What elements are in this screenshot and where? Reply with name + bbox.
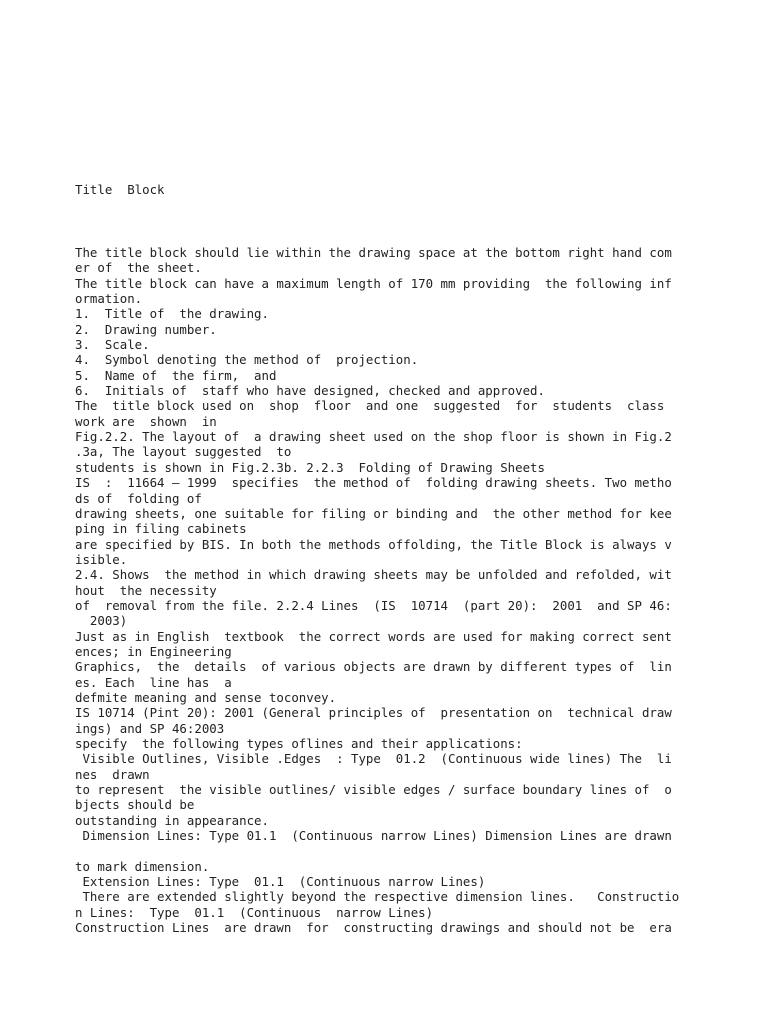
text-line: The title block can have a maximum length of 170 mm providing the following inf bbox=[75, 275, 672, 291]
text-line: are specified by BIS. In both the methods offolding, the Title Block is always v bbox=[75, 536, 672, 552]
text-line: ormation. bbox=[75, 291, 143, 307]
text-line: to represent the visible outlines/ visible edges / surface boundary lines of o bbox=[75, 782, 672, 798]
text-line: drawing sheets, one suitable for filing or binding and the other method for kee bbox=[75, 505, 672, 521]
text-line: There are extended slightly beyond the respective dimension lines. Constructio bbox=[75, 889, 680, 905]
text-line: of removal from the file. 2.2.4 Lines (IS 10714 (part 20): 2001 and SP 46: bbox=[75, 597, 672, 613]
body-text bbox=[75, 245, 760, 935]
text-line: 6. Initials of staff who have designed, checked and approved. bbox=[75, 383, 545, 399]
text-line bbox=[75, 843, 760, 858]
text-line: The title block used on shop floor and one suggested for students class bbox=[75, 398, 665, 414]
text-line: Visible Outlines, Visible .Edges : Type 01.2 (Continuous wide lines) The li bbox=[75, 751, 672, 767]
text-line: Just as in English textbook the correct words are used for making correct sent bbox=[75, 628, 672, 644]
text-line: to mark dimension. bbox=[75, 858, 210, 874]
text-line: ings) and SP 46:2003 bbox=[75, 720, 225, 736]
text-line: Fig.2.2. The layout of a drawing sheet used on the shop floor is shown in Fig.2 bbox=[75, 429, 672, 445]
text-line: IS : 11664 – 1999 specifies the method of folding drawing sheets. Two metho bbox=[75, 475, 672, 491]
text-line: 5. Name of the firm, and bbox=[75, 367, 277, 383]
text-line: 2.4. Shows the method in which drawing sheets may be unfolded and refolded, wit bbox=[75, 567, 672, 583]
section-title: Title Block bbox=[75, 182, 165, 197]
text-line: bjects should be bbox=[75, 797, 195, 813]
text-line: ences; in Engineering bbox=[75, 643, 232, 659]
text-line: ds of folding of bbox=[75, 490, 202, 506]
text-line: defmite meaning and sense toconvey. bbox=[75, 689, 337, 705]
text-line: isible. bbox=[75, 551, 128, 567]
text-line: 3. Scale. bbox=[75, 337, 150, 353]
text-line: es. Each line has a bbox=[75, 674, 232, 690]
text-line: students is shown in Fig.2.3b. 2.2.3 Folding of Drawing Sheets bbox=[75, 459, 545, 475]
text-line: 1. Title of the drawing. bbox=[75, 306, 269, 322]
text-line: n Lines: Type 01.1 (Continuous narrow Lines) bbox=[75, 904, 434, 920]
text-line: 2. Drawing number. bbox=[75, 321, 217, 337]
text-line: ping in filing cabinets bbox=[75, 521, 247, 537]
text-line: er of the sheet. bbox=[75, 260, 202, 276]
text-line: Extension Lines: Type 01.1 (Continuous narrow Lines) bbox=[75, 874, 486, 890]
text-line: specify the following types oflines and their applications: bbox=[75, 736, 523, 751]
text-line: Construction Lines are drawn for constructing drawings and should not be era bbox=[75, 920, 672, 936]
text-line: 2003) bbox=[75, 613, 128, 629]
text-line: Dimension Lines: Type 01.1 (Continuous narrow Lines) Dimension Lines are drawn bbox=[75, 828, 672, 844]
text-line: outstanding in appearance. bbox=[75, 812, 269, 828]
text-line: The title block should lie within the drawing space at the bottom right hand com bbox=[75, 245, 672, 260]
text-line: .3a, The layout suggested to bbox=[75, 444, 292, 460]
text-line: work are shown in bbox=[75, 413, 217, 429]
text-line: nes drawn bbox=[75, 766, 150, 782]
text-line: 4. Symbol denoting the method of projection. bbox=[75, 352, 419, 368]
text-line: hout the necessity bbox=[75, 582, 217, 598]
text-line: Graphics, the details of various objects are drawn by different types of lin bbox=[75, 659, 672, 675]
text-line: IS 10714 (Pint 20): 2001 (General principles of presentation on technical draw bbox=[75, 705, 672, 721]
